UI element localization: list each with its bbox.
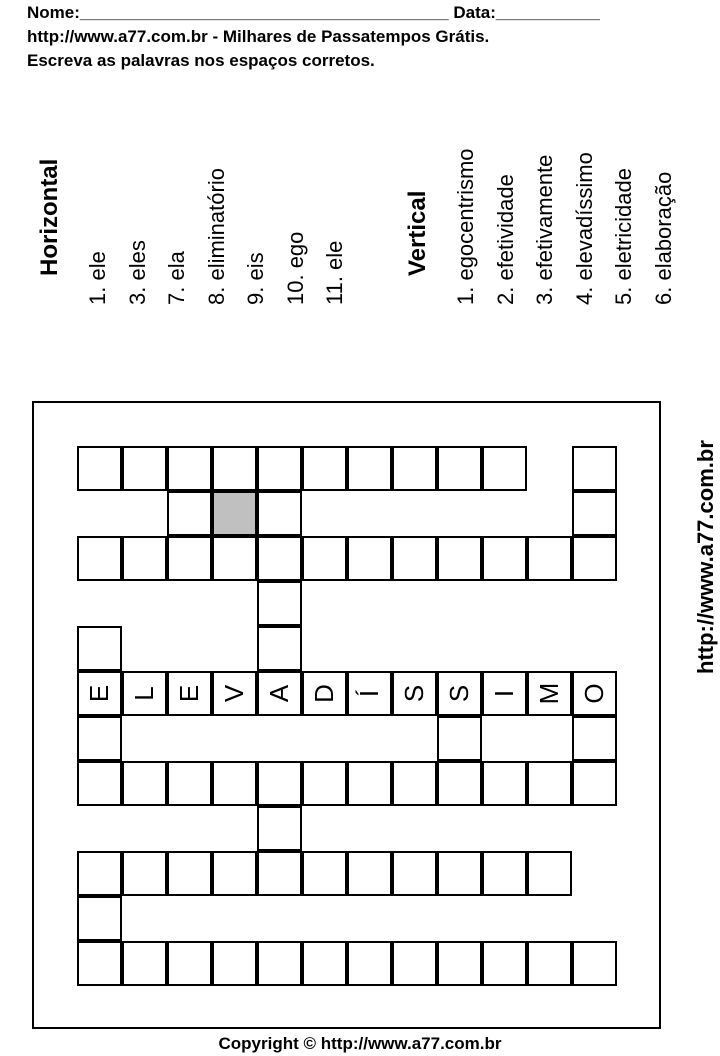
grid-cell[interactable] <box>302 851 347 896</box>
cell-letter: E <box>174 684 204 703</box>
grid-cell[interactable] <box>437 536 482 581</box>
grid-cell[interactable] <box>437 851 482 896</box>
grid-cell[interactable] <box>527 536 572 581</box>
cell-letter: L <box>129 686 159 701</box>
grid-cell[interactable] <box>392 941 437 986</box>
horizontal-clue: 1. ele <box>85 251 110 305</box>
grid-cell[interactable] <box>257 761 302 806</box>
grid-cell[interactable] <box>167 491 212 536</box>
grid-cell[interactable] <box>482 536 527 581</box>
grid-cell[interactable] <box>77 941 122 986</box>
grid-cell[interactable] <box>122 851 167 896</box>
grid-cell[interactable] <box>572 761 617 806</box>
vertical-clue: 5. eletricidade <box>611 168 636 305</box>
grid-cell[interactable] <box>437 446 482 491</box>
grid-cell[interactable] <box>437 716 482 761</box>
grid-cell[interactable] <box>527 671 572 716</box>
grid-cell[interactable] <box>347 671 392 716</box>
grid-cell[interactable] <box>212 671 257 716</box>
grid-cell[interactable] <box>257 536 302 581</box>
horizontal-clue: 3. eles <box>124 240 150 305</box>
grid-cell[interactable] <box>572 671 617 716</box>
horizontal-clue: 9. eis <box>243 252 268 305</box>
grid-cell[interactable] <box>167 536 212 581</box>
grid-cell[interactable] <box>347 536 392 581</box>
grid-cell[interactable] <box>77 761 122 806</box>
grid-cell[interactable] <box>122 536 167 581</box>
grid-cell[interactable] <box>347 941 392 986</box>
grid-cell[interactable] <box>257 671 302 716</box>
vertical-clue: 2. efetividade <box>492 174 518 305</box>
grid-cell[interactable] <box>122 941 167 986</box>
horizontal-clue: 11. ele <box>322 240 347 305</box>
grid-cell[interactable] <box>77 716 122 761</box>
grid-cell[interactable] <box>437 671 482 716</box>
grid-cell[interactable] <box>167 761 212 806</box>
grid-cell[interactable] <box>257 626 302 671</box>
cell-letter: D <box>309 684 339 703</box>
grid-cell[interactable] <box>257 806 302 851</box>
vertical-clue: 3. efetivamente <box>532 154 557 305</box>
grid-cell[interactable] <box>257 581 302 626</box>
grid-cell[interactable] <box>122 671 167 716</box>
grid-cell[interactable] <box>482 941 527 986</box>
grid-cell[interactable] <box>572 716 617 761</box>
cell-letter: V <box>219 684 249 703</box>
grid-cell[interactable] <box>212 761 257 806</box>
site-line: http://www.a77.com.br - Milhares de Passatempos Grátis. <box>27 27 490 46</box>
grid-cell[interactable] <box>212 491 257 536</box>
horizontal-clue: 10. ego <box>282 231 308 305</box>
grid-cell[interactable] <box>77 851 122 896</box>
instructions: Escreva as palavras nos espaços corretos. <box>27 51 375 70</box>
grid-cell[interactable] <box>167 941 212 986</box>
grid-cell[interactable] <box>392 536 437 581</box>
grid-cell[interactable] <box>77 896 122 941</box>
grid-cell[interactable] <box>212 446 257 491</box>
grid-cell[interactable] <box>212 536 257 581</box>
grid-cell[interactable] <box>482 671 527 716</box>
grid-cell[interactable] <box>437 761 482 806</box>
grid-cell[interactable] <box>257 941 302 986</box>
cell-letter: O <box>579 683 609 704</box>
cell-letter: S <box>399 684 429 703</box>
vertical-clue: 1. egocentrismo <box>453 148 478 305</box>
cell-letter: E <box>84 684 114 703</box>
grid-cell[interactable] <box>167 446 212 491</box>
grid-cell[interactable] <box>527 941 572 986</box>
grid-cell[interactable] <box>77 626 122 671</box>
grid-cell[interactable] <box>77 536 122 581</box>
grid-cell[interactable] <box>302 941 347 986</box>
grid-cell[interactable] <box>302 671 347 716</box>
grid-cell[interactable] <box>572 941 617 986</box>
grid-cell[interactable] <box>122 761 167 806</box>
grid-cell[interactable] <box>77 446 122 491</box>
grid-cell[interactable] <box>392 671 437 716</box>
grid-cell[interactable] <box>482 761 527 806</box>
grid-cell[interactable] <box>212 941 257 986</box>
cell-letter: I <box>489 689 519 698</box>
grid-cell[interactable] <box>347 761 392 806</box>
grid-cell[interactable] <box>392 446 437 491</box>
horizontal-title: Horizontal <box>36 158 63 276</box>
grid-cell[interactable] <box>392 851 437 896</box>
grid-cell[interactable] <box>527 761 572 806</box>
grid-cell[interactable] <box>257 446 302 491</box>
horizontal-clue: 7. ela <box>164 251 189 305</box>
grid-cell[interactable] <box>527 851 572 896</box>
grid-cell[interactable] <box>212 851 257 896</box>
cell-letter: Í <box>354 689 384 698</box>
cell-letter: S <box>444 684 474 703</box>
vertical-clue: 6. elaboração <box>650 171 676 305</box>
grid-cell[interactable] <box>302 761 347 806</box>
grid-cell[interactable] <box>572 491 617 536</box>
grid-cell[interactable] <box>167 671 212 716</box>
name-date-line: Nome:_______________________________________ Data:___________ <box>27 3 600 22</box>
grid-cell[interactable] <box>167 851 212 896</box>
grid-cell[interactable] <box>392 761 437 806</box>
cell-letter: M <box>534 682 564 705</box>
grid-cell[interactable] <box>482 446 527 491</box>
grid-cell[interactable] <box>302 446 347 491</box>
side-url: http://www.a77.com.br <box>693 440 718 674</box>
grid-cell[interactable] <box>482 851 527 896</box>
horizontal-clue: 8. eliminatório <box>203 168 229 305</box>
grid-cell[interactable] <box>572 536 617 581</box>
grid-cell[interactable] <box>302 536 347 581</box>
copyright-footer: Copyright © http://www.a77.com.br <box>218 1034 502 1053</box>
vertical-clue: 4. elevadíssimo <box>571 152 597 305</box>
grid-cell[interactable] <box>77 671 122 716</box>
grid-cell[interactable] <box>257 491 302 536</box>
grid-cell[interactable] <box>347 851 392 896</box>
cell-letter: A <box>264 684 294 703</box>
grid-cell[interactable] <box>437 941 482 986</box>
vertical-title: Vertical <box>404 190 431 276</box>
grid-cell[interactable] <box>257 851 302 896</box>
grid-cell[interactable] <box>122 446 167 491</box>
grid-cell[interactable] <box>572 446 617 491</box>
grid-cell[interactable] <box>347 446 392 491</box>
